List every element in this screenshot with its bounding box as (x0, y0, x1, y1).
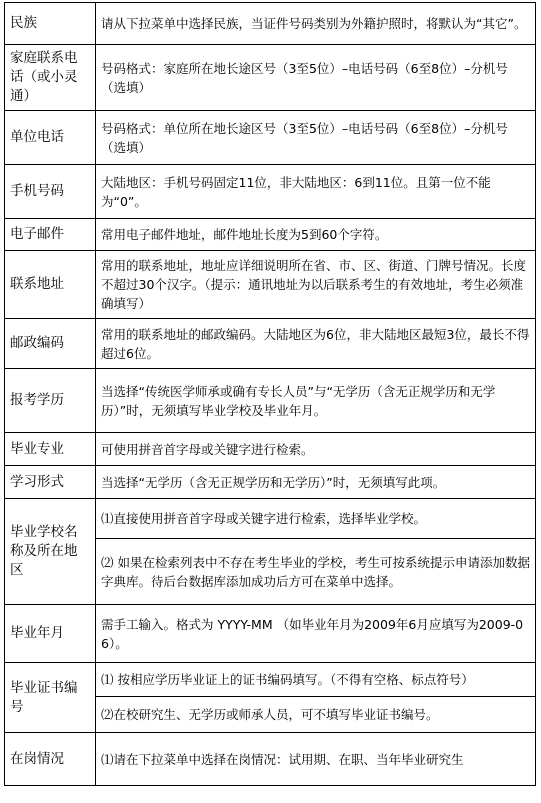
row-label-education: 报考学历 (5, 369, 96, 433)
row-desc-grad-date: 需手工输入。格式为 YYYY-MM （如毕业年月为2009年6月应填写为2009-06）。 (96, 605, 536, 663)
row-desc-postcode: 常用的联系地址的邮政编码。大陆地区为6位，非大陆地区最短3位，最长不得超过6位。 (96, 319, 536, 369)
row-label-ethnicity: 民族 (5, 3, 96, 45)
table-row (5, 433, 536, 466)
row-desc-address: 常用的联系地址，地址应详细说明所在省、市、区、街道、门牌号情况。长度不超过30个汉字。（提示：通讯地址为以后联系考生的有效地址，考生必须准确填写） (96, 251, 536, 319)
table-row (5, 605, 536, 663)
row-label-postcode: 邮政编码 (5, 319, 96, 369)
table-row (5, 219, 536, 251)
table-row (5, 3, 536, 45)
row-label-mobile: 手机号码 (5, 165, 96, 219)
row-desc-school-2: ⑵ 如果在检索列表中不存在考生毕业的学校，考生可按系统提示申请添加数据字典库。待后台数据库添加成功后方可在菜单中选择。 (96, 539, 536, 605)
row-label-job-status: 在岗情况 (5, 733, 96, 786)
row-desc-cert-no-2: ⑵在校研究生、无学历或师承人员，可不填写毕业证书编号。 (96, 697, 536, 733)
row-label-grad-date: 毕业年月 (5, 605, 96, 663)
table-row (5, 251, 536, 319)
field-instructions-table (4, 2, 536, 786)
row-desc-home-phone: 号码格式：家庭所在地长途区号（3至5位）–电话号码（6至8位）–分机号（选填） (96, 45, 536, 111)
row-label-home-phone: 家庭联系电话（或小灵通） (5, 45, 96, 111)
table-row (5, 369, 536, 433)
table-row (5, 319, 536, 369)
row-label-email: 电子邮件 (5, 219, 96, 251)
row-label-work-phone: 单位电话 (5, 111, 96, 165)
row-desc-school-1: ⑴直接使用拼音首字母或关键字进行检索，选择毕业学校。 (96, 499, 536, 539)
row-label-cert-no: 毕业证书编号 (5, 663, 96, 733)
row-label-major: 毕业专业 (5, 433, 96, 466)
table-row (5, 165, 536, 219)
table-row (5, 733, 536, 786)
row-desc-education: 当选择“传统医学师承或确有专长人员”与“无学历（含无正规学历和无学历）”时，无须填写毕业学校及毕业年月。 (96, 369, 536, 433)
row-desc-ethnicity: 请从下拉菜单中选择民族，当证件号码类别为外籍护照时，将默认为“其它”。 (96, 3, 536, 45)
table-row (5, 466, 536, 499)
row-desc-email: 常用电子邮件地址，邮件地址长度为5到60个字符。 (96, 219, 536, 251)
table-row (5, 45, 536, 111)
row-desc-study-form: 当选择“无学历（含无正规学历和无学历）”时，无须填写此项。 (96, 466, 536, 499)
row-label-address: 联系地址 (5, 251, 96, 319)
row-desc-job-status: ⑴请在下拉菜单中选择在岗情况：试用期、在职、当年毕业研究生 (96, 733, 536, 786)
table-row (5, 663, 536, 697)
row-desc-mobile: 大陆地区：手机号码固定11位，非大陆地区：6到11位。且第一位不能为“0”。 (96, 165, 536, 219)
table-row (5, 499, 536, 539)
row-label-study-form: 学习形式 (5, 466, 96, 499)
row-desc-work-phone: 号码格式：单位所在地长途区号（3至5位）–电话号码（6至8位）–分机号（选填） (96, 111, 536, 165)
table-row (5, 111, 536, 165)
row-desc-cert-no-1: ⑴ 按相应学历毕业证上的证书编码填写。（不得有空格、标点符号） (96, 663, 536, 697)
row-label-school: 毕业学校名称及所在地区 (5, 499, 96, 605)
row-desc-major: 可使用拼音首字母或关键字进行检索。 (96, 433, 536, 466)
